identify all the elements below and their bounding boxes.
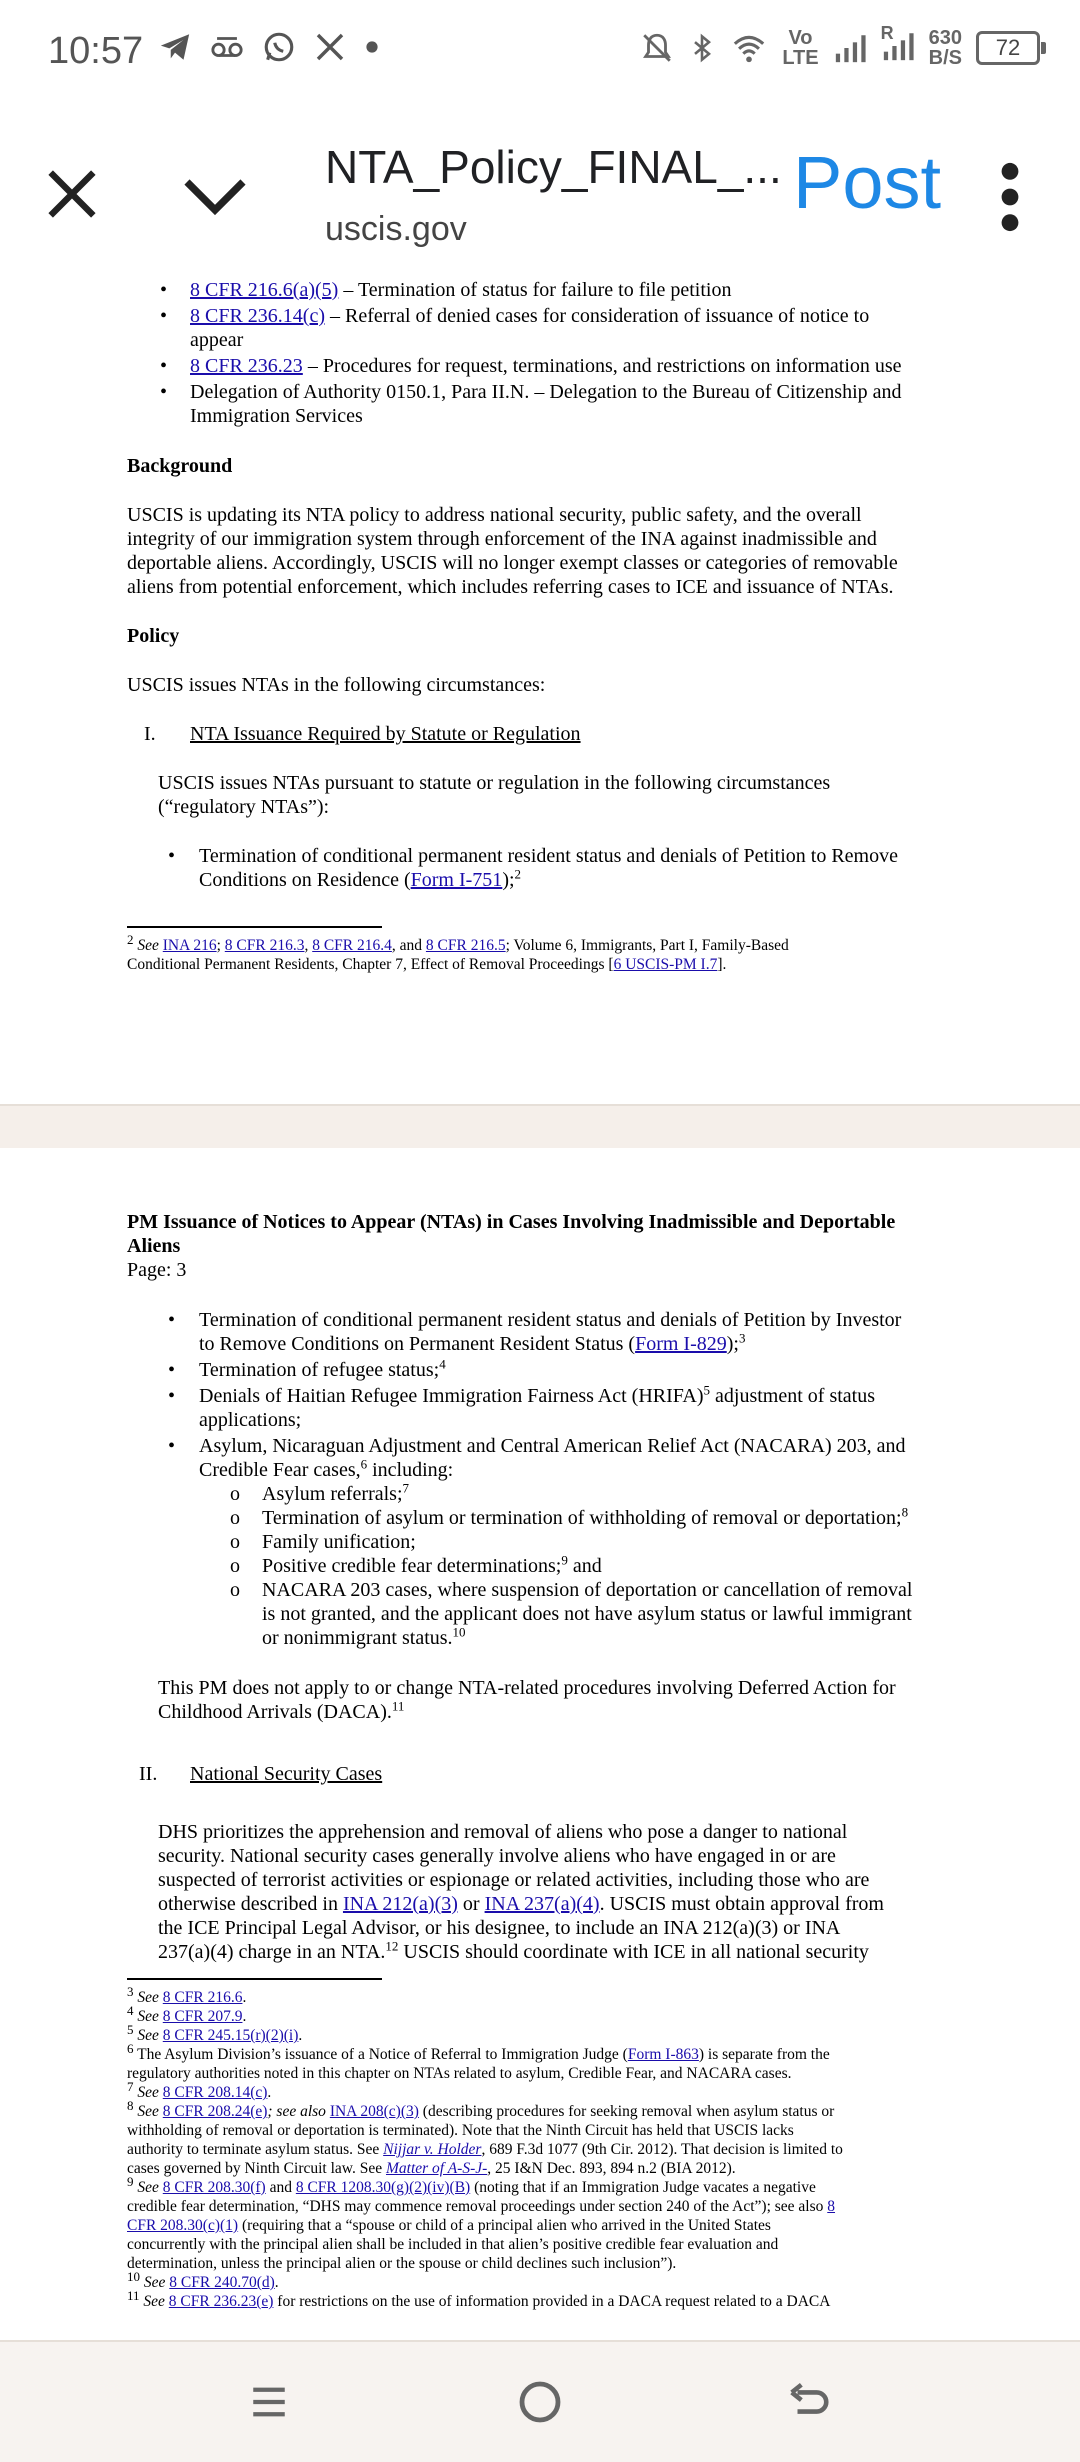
footnote-link[interactable]: INA 208(c)(3) bbox=[329, 2103, 419, 2120]
sub-list-item-text: Positive credible fear determinations;$^9$ and bbox=[262, 1552, 602, 1577]
whatsapp-icon bbox=[262, 30, 296, 64]
document-page-3 bbox=[0, 1148, 1080, 2340]
sub-list-item-text-cont: or nonimmigrant status.$^{10}$ bbox=[262, 1624, 466, 1649]
footnote-link[interactable]: 8 CFR 216.6 bbox=[162, 1989, 243, 2006]
paragraph-line: integrity of our immigration system through enforcement of the INA against inadmissible and bbox=[127, 528, 877, 550]
speed-value: 630 bbox=[928, 27, 962, 49]
post-button[interactable]: Post bbox=[793, 141, 942, 224]
paragraph-line: USCIS is updating its NTA policy to address national security, public safety, and the overall bbox=[127, 504, 862, 526]
sub-list-item: o bbox=[230, 1531, 240, 1553]
roaming-r: R bbox=[880, 22, 894, 43]
footnote-link[interactable]: 8 CFR 216.4 bbox=[312, 937, 392, 954]
roaming-signal bbox=[880, 22, 915, 68]
ina-link[interactable]: INA 212(a)(3) bbox=[342, 1893, 458, 1915]
footnote-divider bbox=[127, 1978, 382, 1980]
document-page-2 bbox=[0, 278, 1080, 1104]
sub-list-item-text: Asylum referrals;$^7$ bbox=[262, 1480, 410, 1505]
list-item: • bbox=[168, 1435, 176, 1457]
form-i751-link[interactable]: Form I-751 bbox=[410, 869, 503, 891]
volte-vo: Vo bbox=[788, 27, 813, 49]
footnote: $^9$ See 8 CFR 208.30(f) and 8 CFR 1208.30(g)(2)(iv)(B) (noting that if an Immigration Judge vacates a negative bbox=[127, 2173, 816, 2196]
list-item: • bbox=[168, 1309, 176, 1331]
app-bar bbox=[0, 110, 1080, 280]
list-item: • bbox=[168, 845, 176, 867]
list-item-text: Termination of conditional permanent resident status and denials of Petition to Remove bbox=[199, 845, 898, 867]
footnote-cont: withholding of removal or deportation is terminated). Note that the Ninth Circuit has held that USCIS lacks bbox=[127, 2122, 794, 2139]
section-title: National Security Cases bbox=[190, 1763, 383, 1785]
paragraph-line: USCIS issues NTAs pursuant to statute or regulation in the following circumstances bbox=[158, 772, 831, 794]
list-item-text: 8 CFR 216.6(a)(5) – Termination of status for failure to file petition bbox=[190, 279, 732, 301]
more-vert-icon[interactable] bbox=[995, 162, 1025, 232]
footnote-cont: credible fear determination, “DHS may commence removal proceedings under section 240 of the Act”); see also 8 bbox=[127, 2198, 836, 2215]
policy-heading: Policy bbox=[127, 625, 180, 647]
footnote-link[interactable]: INA 216 bbox=[162, 937, 217, 954]
policy-intro: USCIS issues NTAs in the following circumstances: bbox=[127, 674, 546, 696]
paragraph-line: This PM does not apply to or change NTA-related procedures involving Deferred Action for bbox=[158, 1677, 896, 1699]
list-item-text: Denials of Haitian Refugee Immigration Fairness Act (HRIFA)$^5$ adjustment of status bbox=[199, 1382, 875, 1407]
footnote-link[interactable]: 8 CFR 236.23(e) bbox=[168, 2293, 274, 2310]
page-heading-cont: Aliens bbox=[127, 1235, 181, 1257]
footnote-cont: authority to terminate asylum status. See Nijjar v. Holder, 689 F.3d 1077 (9th Cir. 2012). That decision is limited to bbox=[127, 2141, 843, 2158]
wifi-icon bbox=[730, 31, 768, 65]
background-heading: Background bbox=[127, 455, 233, 477]
paragraph-line: security. National security cases generally involve aliens who have engaged in or are bbox=[158, 1845, 836, 1867]
footnote: $^4$ See 8 CFR 207.9. bbox=[127, 2002, 247, 2025]
list-item-text: 8 CFR 236.14(c) – Referral of denied cases for consideration of issuance of notice to bbox=[190, 305, 870, 327]
close-icon[interactable] bbox=[40, 162, 104, 226]
footnote-link[interactable]: 8 CFR 216.5 bbox=[425, 937, 506, 954]
paragraph-line: DHS prioritizes the apprehension and removal of aliens who pose a danger to national bbox=[158, 1821, 848, 1843]
list-item-text: Asylum, Nicaraguan Adjustment and Central American Relief Act (NACARA) 203, and bbox=[199, 1435, 906, 1457]
x-icon bbox=[314, 31, 346, 63]
footnote-link[interactable]: 8 CFR 1208.30(g)(2)(iv)(B) bbox=[295, 2179, 471, 2196]
volte-lte: LTE bbox=[782, 47, 819, 69]
footnote-link[interactable]: Form I-863 bbox=[627, 2046, 699, 2063]
footnote: $^5$ See 8 CFR 245.15(r)(2)(i). bbox=[127, 2021, 303, 2044]
sub-list-item: o bbox=[230, 1579, 240, 1601]
footnote-link[interactable]: 8 CFR 207.9 bbox=[162, 2008, 243, 2025]
paragraph-line: otherwise described in INA 212(a)(3) or INA 237(a)(4). USCIS must obtain approval from bbox=[158, 1893, 884, 1915]
document-domain: uscis.gov bbox=[325, 210, 467, 248]
footnote: $^{10}$ See 8 CFR 240.70(d). bbox=[127, 2268, 279, 2291]
list-item-text-cont: Credible Fear cases,$^6$ including: bbox=[199, 1456, 454, 1481]
recent-apps-icon[interactable] bbox=[248, 2380, 290, 2424]
footnote: $^7$ See 8 CFR 208.14(c). bbox=[127, 2078, 272, 2101]
page-number: Page: 3 bbox=[127, 1259, 187, 1281]
sub-list-item-text: Family unification; bbox=[262, 1531, 416, 1553]
list-item: • bbox=[168, 1385, 176, 1407]
mute-icon bbox=[640, 31, 674, 65]
footnote: $^8$ See 8 CFR 208.24(e); see also INA 208(c)(3) (describing procedures for seeking removal when asylum status or bbox=[127, 2097, 835, 2120]
list-item-text-cont: to Remove Conditions on Permanent Resident Status (Form I-829);$^3$ bbox=[199, 1330, 746, 1355]
footnote: $^2$ See INA 216; 8 CFR 216.3, 8 CFR 216.4, and 8 CFR 216.5; Volume 6, Immigrants, Part I, Family-Based bbox=[127, 931, 789, 954]
status-bar bbox=[0, 0, 1080, 110]
telegram-icon bbox=[158, 30, 192, 64]
paragraph-line: Childhood Arrivals (DACA).$^{11}$ bbox=[158, 1698, 405, 1723]
footnote-link[interactable]: 8 CFR 208.30(f) bbox=[162, 2179, 266, 2196]
back-icon[interactable] bbox=[786, 2378, 832, 2426]
list-item: • bbox=[160, 305, 168, 327]
cfr-link[interactable]: 8 CFR 236.23 bbox=[190, 355, 303, 377]
home-icon[interactable] bbox=[516, 2378, 564, 2426]
footnote-cont: regulatory authorities noted in this chapter on NTAs related to asylum, Credible Fear, and NACARA cases. bbox=[127, 2065, 792, 2082]
footnote-cont: determination, unless the principal alien or the spouse or child declines such inclusion”). bbox=[127, 2255, 677, 2272]
dot-icon bbox=[364, 39, 380, 55]
page-heading: PM Issuance of Notices to Appear (NTAs) in Cases Involving Inadmissible and Deportable bbox=[127, 1211, 896, 1233]
volte-indicator bbox=[782, 28, 818, 68]
voicemail-icon bbox=[210, 30, 244, 64]
section-number: II. bbox=[139, 1763, 158, 1785]
form-i829-link[interactable]: Form I-829 bbox=[635, 1333, 727, 1355]
footnote-link[interactable]: 8 bbox=[827, 2198, 836, 2215]
list-item: • bbox=[168, 1359, 176, 1381]
footnote-cont: concurrently with the principal alien shall be included in that alien’s positive credible fear evaluation and bbox=[127, 2236, 779, 2253]
footnote: $^6$ The Asylum Division’s issuance of a Notice of Referral to Immigration Judge (Form I-863) is separate from the bbox=[127, 2040, 830, 2063]
section-number: I. bbox=[144, 723, 156, 745]
section-title: NTA Issuance Required by Statute or Regulation bbox=[190, 723, 581, 745]
cfr-link[interactable]: 8 CFR 216.6(a)(5) bbox=[190, 279, 339, 301]
list-item-text-cont: Immigration Services bbox=[190, 405, 363, 427]
footnote-link[interactable]: Matter of A-S-J- bbox=[385, 2160, 488, 2177]
list-item-text-cont: applications; bbox=[199, 1409, 302, 1431]
sub-list-item: o bbox=[230, 1507, 240, 1529]
paragraph-line: the ICE Principal Legal Advisor, or his designee, to include an INA 212(a)(3) or INA bbox=[158, 1917, 841, 1939]
sub-list-item: o bbox=[230, 1483, 240, 1505]
speed-unit: B/S bbox=[928, 47, 962, 69]
notification-icons bbox=[158, 30, 380, 64]
sub-list-item: o bbox=[230, 1555, 240, 1577]
footnote-link[interactable]: 8 CFR 216.3 bbox=[224, 937, 305, 954]
list-item-text-cont: appear bbox=[190, 329, 244, 351]
footnote-link[interactable]: 6 USCIS-PM I.7 bbox=[613, 956, 718, 973]
list-item: • bbox=[160, 355, 168, 377]
chevron-down-icon[interactable] bbox=[180, 168, 250, 224]
signal-icon bbox=[833, 31, 867, 65]
footnote-link[interactable]: 8 CFR 208.14(c) bbox=[162, 2084, 268, 2101]
list-item: • bbox=[160, 381, 168, 403]
footnote: $^{11}$ See 8 CFR 236.23(e) for restrictions on the use of information provided in a DACA request related to a DACA bbox=[127, 2287, 831, 2310]
sub-list-item-text: NACARA 203 cases, where suspension of deportation or cancellation of removal bbox=[262, 1579, 913, 1601]
footnote-link[interactable]: Nijjar v. Holder bbox=[383, 2141, 482, 2158]
footnote-cont: cases governed by Ninth Circuit law. See Matter of A-S-J-, 25 I&N Dec. 893, 894 n.2 (BIA 2012). bbox=[127, 2160, 736, 2177]
status-time: 10:57 bbox=[48, 30, 144, 72]
list-item: • bbox=[160, 279, 168, 301]
cfr-link[interactable]: 8 CFR 236.14(c) bbox=[190, 305, 325, 327]
list-item-text-cont: Conditions on Residence (Form I-751);$^2$ bbox=[199, 866, 522, 891]
footnote-link[interactable]: 8 CFR 245.15(r)(2)(i) bbox=[162, 2027, 299, 2044]
footnote-link[interactable]: 8 CFR 208.24(e) bbox=[162, 2103, 268, 2120]
list-item-text: Termination of refugee status;$^4$ bbox=[199, 1356, 446, 1381]
paragraph-line: (“regulatory NTAs”): bbox=[158, 796, 330, 818]
list-item-text: Delegation of Authority 0150.1, Para II.N. – Delegation to the Bureau of Citizenship and bbox=[190, 381, 902, 403]
paragraph-line: deportable aliens. Accordingly, USCIS will no longer exempt classes or categories of removable bbox=[127, 552, 898, 574]
footnote: $^3$ See 8 CFR 216.6. bbox=[127, 1983, 247, 2006]
footnote-cont: CFR 208.30(c)(1) (requiring that a “spouse or child of a principal alien who arrived in the United States bbox=[127, 2217, 771, 2234]
bluetooth-icon bbox=[688, 31, 716, 65]
footnote-link[interactable]: 8 CFR 240.70(d) bbox=[169, 2274, 275, 2291]
paragraph-line: suspected of terrorist activities or espionage or related activities, including those who are bbox=[158, 1869, 870, 1891]
footnote-link[interactable]: CFR 208.30(c)(1) bbox=[127, 2217, 239, 2234]
system-nav-bar bbox=[0, 2340, 1080, 2462]
list-item-text: Termination of conditional permanent resident status and denials of Petition by Investor bbox=[199, 1309, 902, 1331]
network-speed bbox=[929, 28, 962, 68]
list-item-text: 8 CFR 236.23 – Procedures for request, terminations, and restrictions on information use bbox=[190, 355, 902, 377]
sub-list-item-text-cont: is not granted, and the applicant does not have asylum status or lawful immigrant bbox=[262, 1603, 912, 1625]
ina-link[interactable]: INA 237(a)(4) bbox=[484, 1893, 600, 1915]
document-title: NTA_Policy_FINAL_... bbox=[325, 141, 782, 193]
sub-list-item-text: Termination of asylum or termination of withholding of removal or deportation;$^8$ bbox=[262, 1504, 909, 1529]
footnote-cont: Conditional Permanent Residents, Chapter 7, Effect of Removal Proceedings [6 USCIS-PM I.7]. bbox=[127, 956, 727, 973]
battery-indicator: 72 bbox=[976, 31, 1040, 65]
footnote-divider bbox=[127, 926, 382, 928]
system-status-icons bbox=[640, 22, 1040, 69]
page-separator bbox=[0, 1104, 1080, 1150]
paragraph-line: 237(a)(4) charge in an NTA.$^{12}$ USCIS should coordinate with ICE in all national security bbox=[158, 1938, 869, 1963]
paragraph-line: aliens from potential enforcement, which includes referring cases to ICE and issuance of NTAs. bbox=[127, 576, 894, 598]
